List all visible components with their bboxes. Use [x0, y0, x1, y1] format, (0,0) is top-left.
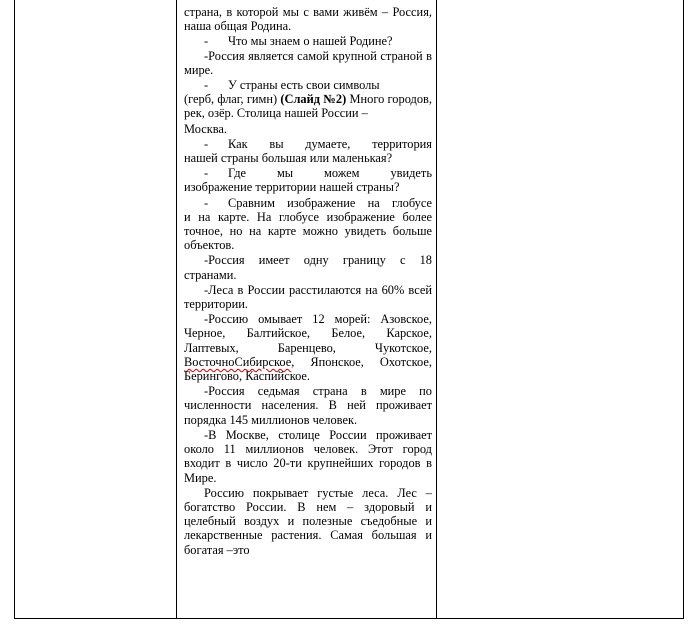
fact-moscow: -В Москве, столице России проживает около 11 миллионов человек. Этот город входит в число 20-ти крупнейших городов в Мире. [184, 427, 432, 485]
fact-population: -Россия седьмая страна в мире по численности населения. В ней проживает порядка 145 миллионов человек. [184, 384, 432, 427]
question-territory-cont: нашей страны большая или маленькая? [184, 151, 393, 166]
paragraph-forests: Россию покрывает густые леса. Лес – богатство России. В нем – здоровый и целебный воздух и полезные съедобные и лекарственные растения. Самая большая и богатая –это [184, 485, 432, 557]
compare-globe-cont: и на карте. На глобусе изображение более точное, но на карте можно увидеть больше объектов. [184, 209, 432, 253]
question-map-cont: изображение территории нашей страны? [184, 180, 400, 195]
paragraph-intro: страна, в которой мы с вами живём – Россия, наша общая Родина. [184, 5, 432, 34]
question-symbols: - У страны есть свои символы [204, 78, 380, 93]
question-homeland: - Что мы знаем о нашей Родине? [204, 34, 393, 49]
question-map: - Где мы можем увидеть [204, 166, 432, 181]
column-divider-2 [436, 0, 437, 618]
fact-seas: -Россию омывает 12 морей: Азовское, Черное, Балтийское, Белое, Карское, Лаптевых, Баренцево, Чукотское, ВосточноСибирское, Японское, Охотское, Берингово, Каспийское. [184, 312, 432, 384]
compare-globe: - Сравним изображение на глобусе [204, 195, 432, 210]
paragraph-capital: Москва. [184, 121, 228, 136]
fact-forests: -Леса в России расстилаются на 60% всей территории. [184, 282, 432, 312]
fact-border: -Россия имеет одну границу с 18 странами. [184, 253, 432, 282]
spelling-error-mark: ВосточноСибирское [184, 354, 292, 369]
paragraph-symbols: (герб, флаг, гимн) (Слайд №2) Много городов, рек, озёр. Столица нашей России – [184, 92, 432, 121]
answer-largest-country: -Россия является самой крупной страной в мире. [184, 48, 432, 77]
slide-reference: (Слайд №2) [280, 92, 347, 107]
lesson-text-cell [184, 5, 432, 558]
question-territory: - Как вы думаете, территория [204, 136, 432, 151]
column-divider-1 [176, 0, 177, 618]
